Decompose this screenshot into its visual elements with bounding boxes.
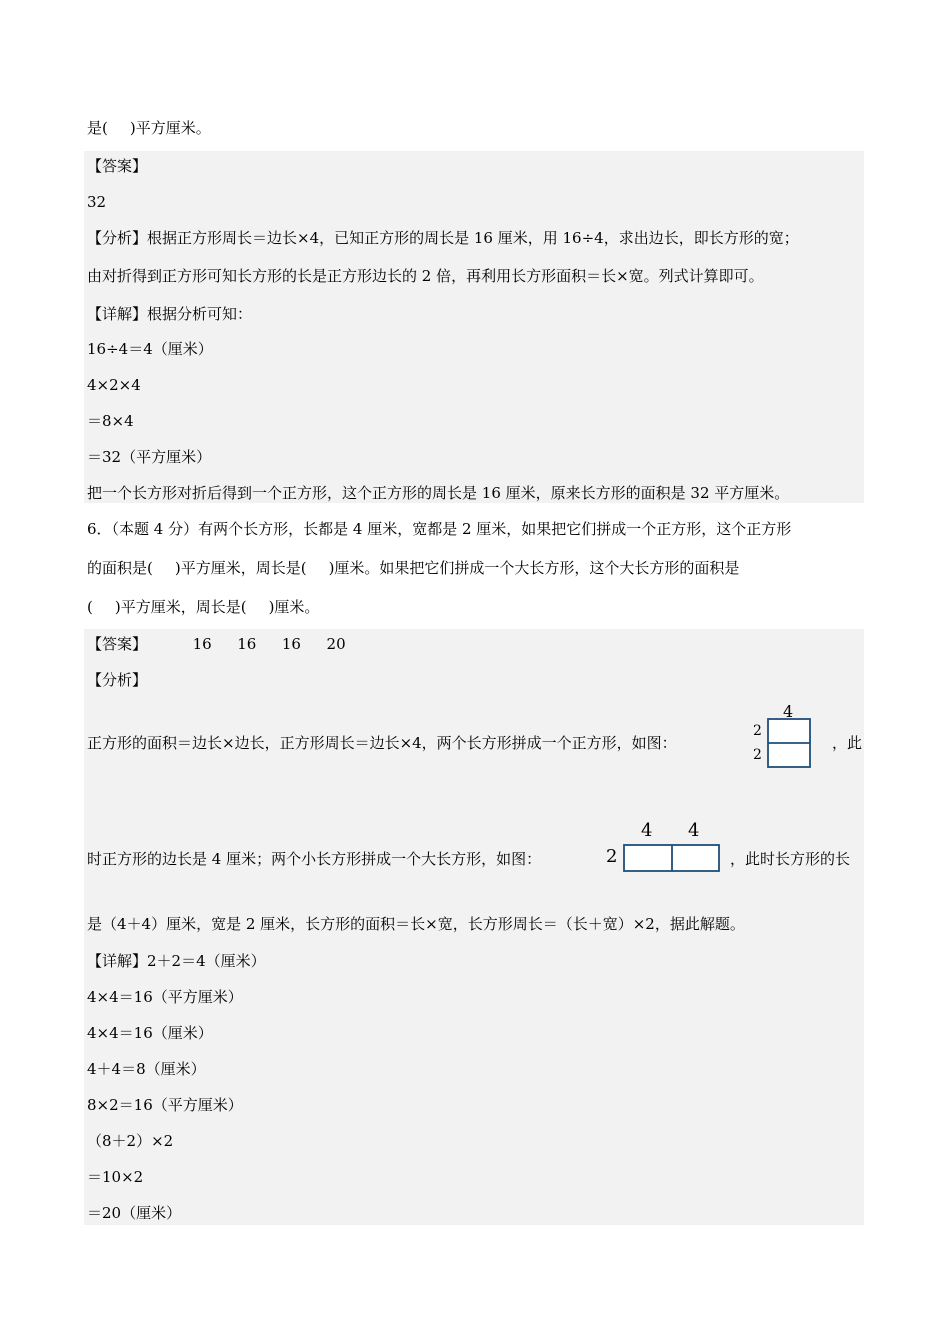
detail-line: 8×2＝16（平方厘米） xyxy=(87,1096,243,1114)
figure-label: 4 xyxy=(688,820,700,841)
figure-label: 2 xyxy=(753,723,762,739)
detail-line: 【详解】根据分析可知： xyxy=(87,305,253,323)
answer-value: 16 xyxy=(192,635,212,653)
answer-value: 16 xyxy=(237,635,257,653)
analysis-label: 【分析】 xyxy=(87,671,148,689)
analysis-line-tail: ，此 xyxy=(832,734,863,752)
answer-value: 16 xyxy=(281,635,301,653)
q5-stem-tail: 是( )平方厘米。 xyxy=(87,119,211,137)
detail-line: 4×2×4 xyxy=(87,376,141,394)
figure-label: 2 xyxy=(753,747,762,763)
analysis-line-tail: ，此时长方形的长 xyxy=(730,850,851,868)
analysis-line: 正方形的面积＝边长×边长，正方形周长＝边长×4，两个长方形拼成一个正方形，如图： xyxy=(87,734,677,752)
analysis-line: 【分析】根据正方形周长＝边长×4，已知正方形的周长是 16 厘米，用 16÷4，求出边长，即长方形的宽； xyxy=(87,229,799,247)
analysis-line: 由对折得到正方形可知长方形的长是正方形边长的 2 倍，再利用长方形面积＝长×宽。列式计算即可。 xyxy=(87,267,764,285)
analysis-line: 是（4＋4）厘米，宽是 2 厘米，长方形的面积＝长×宽，长方形周长＝（长＋宽）×2，据此解题。 xyxy=(87,915,745,933)
figure-label: 2 xyxy=(606,846,618,867)
answer-value: 20 xyxy=(326,635,346,653)
detail-line: 4×4＝16（平方厘米） xyxy=(87,988,243,1006)
detail-line: ＝32（平方厘米） xyxy=(87,448,212,466)
q6-stem-line: 的面积是( )平方厘米，周长是( )厘米。如果把它们拼成一个大长方形，这个大长方形的面积是 xyxy=(87,559,740,577)
answer-value: 32 xyxy=(87,193,107,211)
detail-line: 16÷4＝4（厘米） xyxy=(87,340,213,358)
detail-line: 4＋4＝8（厘米） xyxy=(87,1060,206,1078)
answer-label: 【答案】 xyxy=(87,157,148,175)
detail-line: 【详解】2＋2＝4（厘米） xyxy=(87,952,266,970)
figure-label: 4 xyxy=(641,820,653,841)
answer-row xyxy=(87,634,346,654)
figure-label: 4 xyxy=(783,702,794,721)
detail-line: 4×4＝16（厘米） xyxy=(87,1024,213,1042)
answer-label: 【答案】 xyxy=(87,635,148,653)
detail-line: ＝8×4 xyxy=(87,412,134,430)
detail-line: （8＋2）×2 xyxy=(87,1132,174,1150)
detail-line: ＝20（厘米） xyxy=(87,1204,182,1222)
q6-stem-line: 6．（本题 4 分）有两个长方形，长都是 4 厘米，宽都是 2 厘米，如果把它们拼成一个正方形，这个正方形 xyxy=(87,520,792,538)
q6-stem-line: ( )平方厘米，周长是( )厘米。 xyxy=(87,598,320,616)
detail-line: ＝10×2 xyxy=(87,1168,144,1186)
analysis-line: 时正方形的边长是 4 厘米；两个小长方形拼成一个大长方形，如图： xyxy=(87,850,542,868)
square-figure xyxy=(747,702,830,773)
detail-line: 把一个长方形对折后得到一个正方形，这个正方形的周长是 16 厘米，原来长方形的面积是 32 平方厘米。 xyxy=(87,484,790,502)
long-rectangle-figure xyxy=(597,818,727,884)
